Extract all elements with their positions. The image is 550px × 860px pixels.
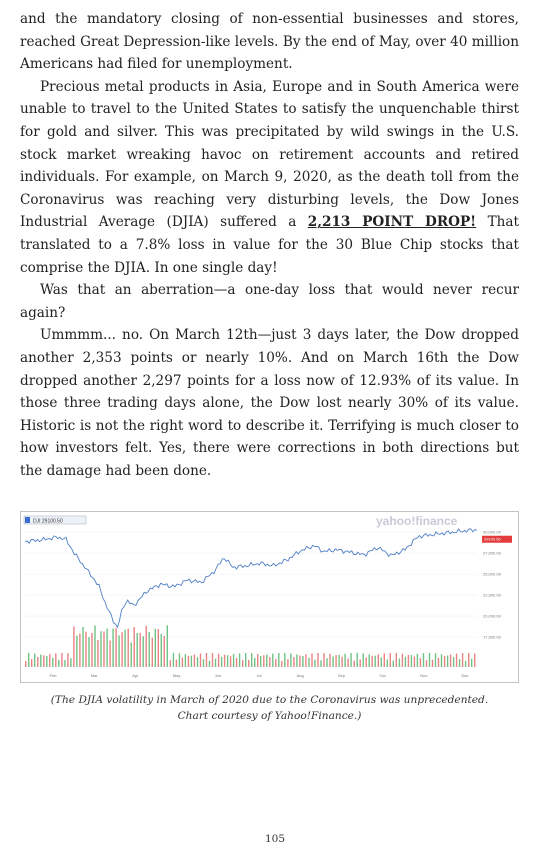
volume-bar: [251, 653, 252, 667]
volume-bar: [290, 654, 291, 667]
volume-bar: [375, 656, 376, 667]
volume-bar: [106, 629, 107, 667]
volume-bar: [284, 653, 285, 667]
volume-bar: [61, 653, 62, 667]
volume-bar: [378, 654, 379, 667]
volume-bar: [347, 659, 348, 668]
volume-bar: [462, 653, 463, 667]
month-axis-label: Feb: [49, 673, 57, 678]
volume-bar: [67, 653, 68, 667]
volume-bar: [191, 656, 192, 667]
last-price-tag-text: 29100.50: [484, 536, 501, 542]
volume-bar: [287, 659, 288, 667]
ticker-tag-swatch: [25, 517, 30, 523]
volume-bar: [112, 629, 113, 668]
volume-bar: [215, 659, 216, 667]
volume-bar: [447, 656, 448, 668]
caption-line-1: (The DJIA volatility in March of 2020 due to the Coronavirus was unprecedented.: [50, 694, 489, 706]
volume-bar: [402, 654, 403, 667]
ticker-tag-text: DJI 29100.50: [33, 518, 63, 525]
month-axis-label: Jun: [214, 673, 222, 678]
volume-bar: [161, 634, 162, 667]
volume-bar: [456, 654, 457, 667]
price-line: [25, 529, 477, 627]
month-axis-label: Nov: [420, 673, 428, 678]
volume-bar: [227, 655, 228, 667]
volume-bar: [218, 654, 219, 667]
volume-bar: [97, 640, 98, 667]
volume-bar: [203, 659, 204, 667]
volume-bar: [239, 653, 240, 667]
volume-bar: [332, 656, 333, 667]
volume-bar: [405, 657, 406, 667]
paragraph-1: and the mandatory closing of non-essential businesses and stores, reached Great Depression-like levels. By the end of May, over 40 million Americans had filed for unemployment.: [20, 11, 519, 73]
volume-bar: [429, 653, 430, 667]
caption-line-2: Chart courtesy of Yahoo!Finance.): [177, 709, 362, 722]
volume-bar: [236, 658, 237, 667]
volume-bar: [73, 626, 74, 667]
volume-bar: [420, 658, 421, 667]
volume-bar: [320, 660, 321, 667]
volume-bar: [411, 655, 412, 667]
volume-bar: [387, 659, 388, 667]
volume-bar: [296, 655, 297, 668]
month-axis-label: May: [172, 673, 181, 678]
volume-bar: [305, 654, 306, 667]
volume-bar: [308, 658, 309, 667]
price-axis-label: 20,000.00: [483, 613, 501, 619]
volume-bar: [140, 633, 141, 667]
volume-bar: [263, 655, 264, 667]
volume-bar: [37, 657, 38, 667]
volume-bar: [28, 653, 29, 667]
volume-bar: [197, 657, 198, 667]
volume-bar: [329, 654, 330, 667]
volume-bar: [299, 656, 300, 668]
page-number: 105: [264, 833, 286, 845]
volume-bar: [390, 653, 391, 667]
volume-bar: [281, 661, 282, 667]
volume-bar: [366, 657, 367, 667]
volume-bar: [396, 653, 397, 667]
volume-bar: [221, 657, 222, 667]
volume-bar: [381, 657, 382, 667]
volume-bar: [155, 629, 156, 667]
price-axis-label: 30,000.00: [483, 529, 501, 535]
volume-bar: [323, 653, 324, 667]
yahoo-finance-watermark: yahoo!finance: [376, 514, 458, 528]
volume-bar: [335, 655, 336, 667]
month-axis-label: Jul: [256, 673, 262, 678]
volume-bar: [233, 654, 234, 667]
paragraph-2-text-a: Precious metal products in Asia, Europe and in South America were unable to travel to the United States to satisfy the unquenchable thirst for gold and silver. This was precipitated by wild swings in the U.S. stock market wreaking havoc on retirement accounts and retired individuals. For example, on March 9, 2020, as the death toll from the Coronavirus was reaching very disturbing levels, the Dow Jones Industrial Average (DJIA) suffered a: [20, 78, 519, 231]
volume-bar: [194, 655, 195, 668]
volume-bar: [49, 654, 50, 667]
volume-bar: [115, 628, 116, 667]
volume-bar: [173, 653, 174, 667]
price-axis-label: 22,500.00: [483, 592, 501, 598]
volume-bar: [311, 653, 312, 667]
price-axis-label: 25,000.00: [483, 571, 501, 577]
volume-bar: [260, 656, 261, 667]
paragraph-4: Ummmm... no. On March 12th—just 3 days later, the Dow dropped another 2,353 points or nearly 10%. And on March 16th the Dow dropped another 2,297 points for a loss now of 12.93% of its value. In those three trading days alone, the Dow lost nearly 30% of its value. Historic is not the right word to describe it. Terrifying is much closer to how investors felt. Yes, there were corrections in both directions but the damage had been done.: [20, 327, 519, 479]
volume-bar: [465, 661, 466, 667]
volume-bar: [31, 659, 32, 667]
volume-bar: [200, 654, 201, 668]
volume-bar: [164, 636, 165, 667]
volume-bar: [118, 635, 119, 667]
volume-bar: [94, 626, 95, 667]
volume-bar: [474, 654, 475, 667]
volume-bar: [426, 660, 427, 667]
volume-bar: [372, 656, 373, 667]
volume-bar: [423, 653, 424, 667]
volume-bar: [441, 654, 442, 667]
paragraph-3: Was that an aberration—a one-day loss that would never recur again?: [20, 282, 519, 321]
volume-bar: [242, 660, 243, 667]
volume-bar: [432, 660, 433, 667]
paragraph-2: [20, 76, 519, 279]
volume-bar: [137, 633, 138, 667]
volume-bar: [158, 629, 159, 667]
price-axis-label: 17,500.00: [483, 634, 501, 640]
volume-bar: [76, 636, 77, 667]
volume-bar: [341, 657, 342, 667]
volume-bar: [143, 636, 144, 667]
djia-chart-svg: [21, 512, 518, 682]
volume-bar: [46, 656, 47, 667]
volume-bar: [224, 655, 225, 667]
volume-bar: [444, 656, 445, 667]
volume-bar: [167, 625, 168, 667]
volume-bar: [350, 653, 351, 667]
price-axis-label: 27,500.00: [483, 550, 501, 556]
volume-bar: [314, 660, 315, 667]
volume-bar: [369, 654, 370, 667]
volume-bar: [363, 653, 364, 667]
volume-bar: [266, 655, 267, 667]
volume-bar: [209, 661, 210, 667]
volume-bar: [25, 661, 26, 667]
volume-bar: [254, 658, 255, 667]
volume-bar: [269, 657, 270, 667]
volume-bar: [414, 656, 415, 667]
volume-bar: [338, 655, 339, 667]
volume-bar: [257, 654, 258, 667]
volume-bar: [100, 631, 101, 667]
volume-bar: [146, 626, 147, 667]
volume-bar: [435, 653, 436, 667]
point-drop-emphasis: 2,213 POINT DROP!: [307, 214, 477, 231]
volume-bar: [40, 655, 41, 667]
volume-bar: [182, 658, 183, 667]
volume-bar: [91, 633, 92, 667]
volume-bar: [152, 638, 153, 667]
paragraph-2-text-b: That translated to a 7.8% loss in value for the 30 Blue Chip stocks that comprise the DJIA. In one single day!: [20, 214, 519, 276]
volume-bar: [170, 660, 171, 667]
volume-bar: [408, 655, 409, 667]
volume-bar: [245, 653, 246, 667]
volume-bar: [79, 634, 80, 668]
volume-bar: [43, 655, 44, 667]
volume-bar: [393, 661, 394, 667]
volume-bar: [384, 653, 385, 667]
djia-chart-image: [20, 511, 519, 683]
volume-bar: [453, 657, 454, 667]
volume-bar: [55, 653, 56, 667]
volume-bar: [124, 630, 125, 667]
volume-bar: [58, 660, 59, 667]
volume-bar: [82, 627, 83, 667]
month-axis-label: Oct: [379, 673, 386, 678]
volume-bar: [360, 659, 361, 667]
month-axis-label: Sep: [337, 673, 345, 678]
volume-bar: [88, 637, 89, 667]
volume-bar: [248, 660, 249, 667]
volume-bar: [185, 654, 186, 667]
volume-bar: [64, 660, 65, 667]
volume-bar: [206, 653, 207, 667]
volume-bar: [34, 654, 35, 667]
volume-bar: [417, 654, 418, 667]
volume-bar: [188, 656, 189, 667]
volume-bar: [399, 659, 400, 668]
volume-bar: [293, 657, 294, 667]
volume-bar: [317, 653, 318, 667]
month-axis-label: Mar: [90, 673, 98, 678]
volume-bar: [85, 632, 86, 667]
volume-bar: [70, 658, 71, 667]
volume-bar: [354, 661, 355, 667]
month-axis-label: Dec: [461, 673, 469, 678]
volume-bar: [176, 660, 177, 667]
volume-bar: [471, 659, 472, 667]
volume-bar: [272, 654, 273, 667]
body-text: [20, 8, 519, 482]
volume-bar: [134, 627, 135, 667]
volume-bar: [459, 659, 460, 667]
month-axis-label: Apr: [132, 673, 139, 678]
volume-bar: [230, 656, 231, 667]
volume-bar: [275, 659, 276, 667]
volume-bar: [128, 629, 129, 667]
volume-bar: [103, 631, 104, 667]
volume-bar: [179, 653, 180, 667]
month-axis-label: Aug: [296, 673, 304, 678]
volume-bar: [344, 654, 345, 667]
volume-bar: [357, 653, 358, 667]
volume-bar: [326, 658, 327, 667]
volume-bar: [438, 658, 439, 667]
chart-caption: [20, 693, 519, 724]
volume-bar: [149, 632, 150, 667]
volume-bar: [212, 653, 213, 667]
volume-bar: [109, 641, 110, 668]
volume-bar: [450, 655, 451, 668]
volume-bar: [52, 658, 53, 667]
volume-bar: [278, 653, 279, 667]
volume-bar: [468, 653, 469, 667]
volume-bar: [121, 632, 122, 667]
volume-bar: [302, 656, 303, 667]
volume-bar: [131, 643, 132, 668]
